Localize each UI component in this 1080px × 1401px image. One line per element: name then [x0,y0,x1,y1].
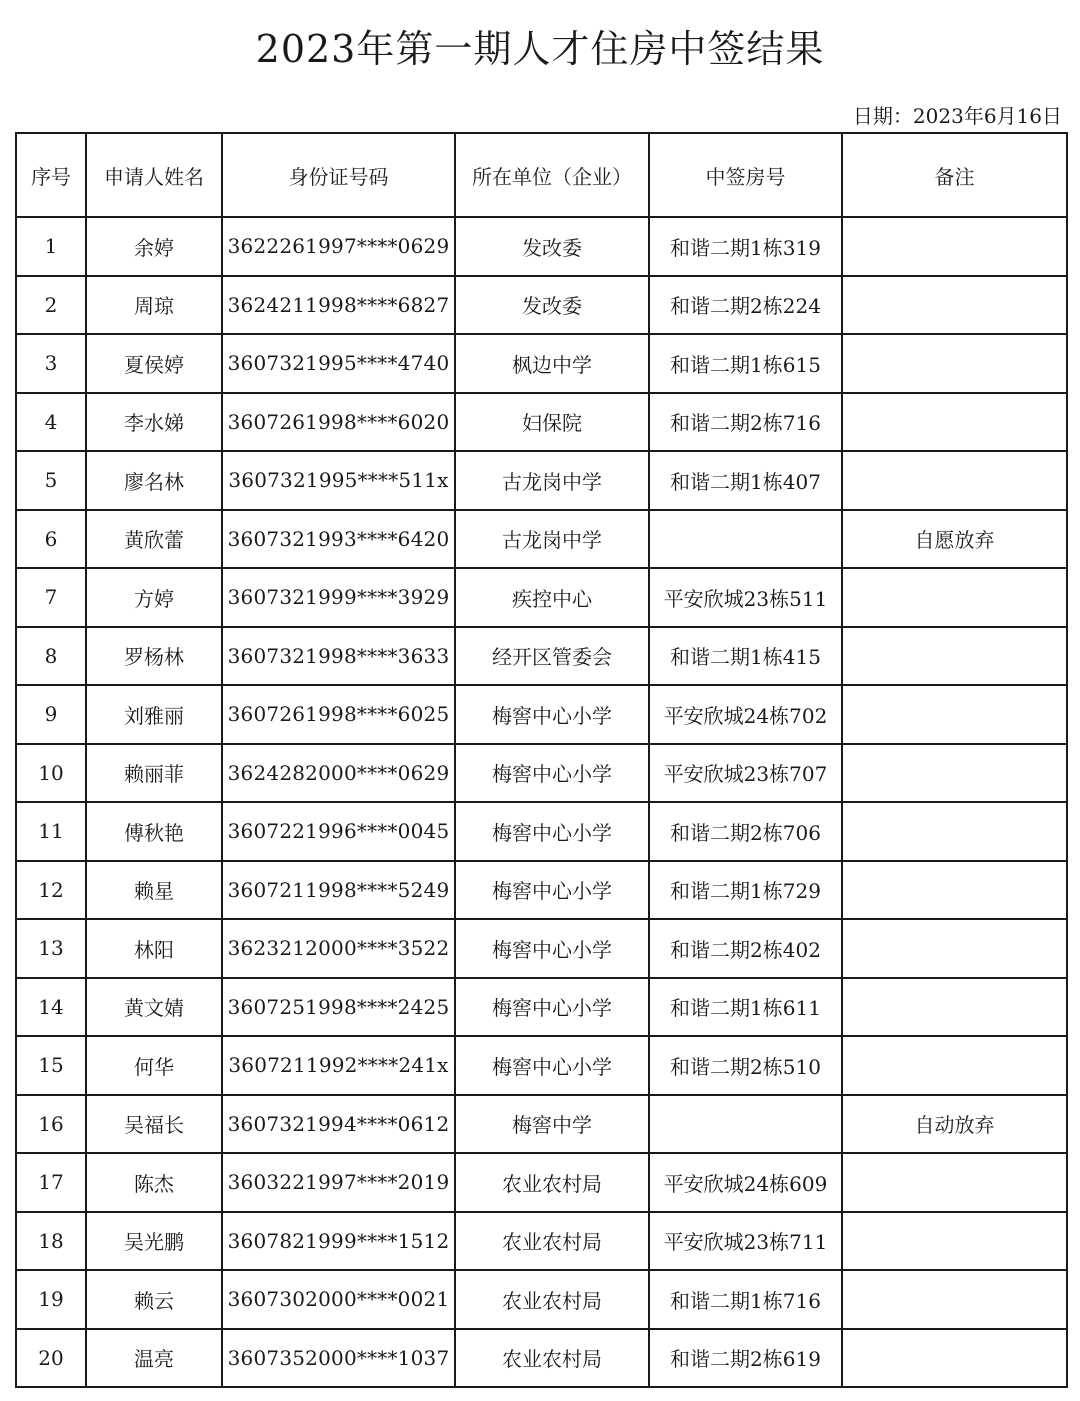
table-row [16,276,1067,335]
cell-employer: 古龙岗中学 [455,451,649,510]
table-row [16,1153,1067,1212]
header-id-number: 身份证号码 [222,133,455,217]
table-row [16,451,1067,510]
table-row [16,685,1067,744]
cell-room: 和谐二期1栋407 [649,451,842,510]
cell-remark [842,276,1067,335]
cell-name: 陈杰 [86,1153,222,1212]
cell-index: 19 [16,1270,86,1329]
cell-index: 8 [16,627,86,686]
cell-id-number: 3607352000****1037 [222,1329,455,1388]
table-row [16,510,1067,569]
cell-id-number: 3607221996****0045 [222,802,455,861]
cell-room: 和谐二期1栋729 [649,861,842,920]
cell-employer: 梅窖中学 [455,1095,649,1154]
cell-name: 刘雅丽 [86,685,222,744]
cell-remark [842,978,1067,1037]
cell-id-number: 3624211998****6827 [222,276,455,335]
cell-employer: 农业农村局 [455,1153,649,1212]
cell-name: 李水娣 [86,393,222,452]
cell-remark: 自动放弃 [842,1095,1067,1154]
cell-id-number: 3607321995****4740 [222,334,455,393]
cell-employer: 梅窖中心小学 [455,978,649,1037]
cell-room: 和谐二期2栋716 [649,393,842,452]
cell-name: 黄欣蕾 [86,510,222,569]
cell-name: 温亮 [86,1329,222,1388]
cell-id-number: 3603221997****2019 [222,1153,455,1212]
cell-index: 9 [16,685,86,744]
cell-name: 赖丽菲 [86,744,222,803]
cell-id-number: 3607211992****241x [222,1036,455,1095]
cell-name: 吴福长 [86,1095,222,1154]
cell-remark [842,1153,1067,1212]
table-row [16,1329,1067,1388]
table-row [16,1036,1067,1095]
cell-room: 和谐二期2栋706 [649,802,842,861]
table-row [16,802,1067,861]
cell-id-number: 3607321999****3929 [222,568,455,627]
cell-index: 16 [16,1095,86,1154]
cell-room: 和谐二期2栋619 [649,1329,842,1388]
cell-room: 和谐二期2栋224 [649,276,842,335]
cell-employer: 梅窖中心小学 [455,861,649,920]
cell-remark [842,919,1067,978]
cell-id-number: 3607302000****0021 [222,1270,455,1329]
cell-index: 13 [16,919,86,978]
table-row [16,627,1067,686]
cell-employer: 经开区管委会 [455,627,649,686]
cell-employer: 梅窖中心小学 [455,802,649,861]
page-title: 2023年第一期人才住房中签结果 [255,27,825,71]
cell-index: 17 [16,1153,86,1212]
cell-employer: 枫边中学 [455,334,649,393]
cell-employer: 梅窖中心小学 [455,744,649,803]
cell-remark [842,1036,1067,1095]
cell-room: 平安欣城24栋702 [649,685,842,744]
table-row [16,919,1067,978]
cell-remark [842,744,1067,803]
cell-employer: 古龙岗中学 [455,510,649,569]
date-label: 日期：2023年6月16日 [852,104,1062,128]
cell-name: 黄文婧 [86,978,222,1037]
cell-id-number: 3607251998****2425 [222,978,455,1037]
cell-remark [842,802,1067,861]
cell-index: 12 [16,861,86,920]
cell-room: 和谐二期1栋716 [649,1270,842,1329]
cell-room: 和谐二期1栋611 [649,978,842,1037]
cell-room: 和谐二期2栋402 [649,919,842,978]
cell-remark [842,334,1067,393]
cell-index: 20 [16,1329,86,1388]
cell-room: 和谐二期2栋510 [649,1036,842,1095]
cell-index: 6 [16,510,86,569]
cell-name: 何华 [86,1036,222,1095]
cell-index: 2 [16,276,86,335]
cell-name: 傅秋艳 [86,802,222,861]
cell-index: 18 [16,1212,86,1271]
cell-employer: 农业农村局 [455,1329,649,1388]
cell-name: 赖星 [86,861,222,920]
table-row [16,861,1067,920]
cell-room: 平安欣城23栋511 [649,568,842,627]
cell-id-number: 3607321993****6420 [222,510,455,569]
table-row [16,1212,1067,1271]
cell-name: 廖名林 [86,451,222,510]
cell-employer: 发改委 [455,276,649,335]
cell-name: 周琼 [86,276,222,335]
cell-remark [842,217,1067,276]
cell-index: 11 [16,802,86,861]
cell-remark [842,451,1067,510]
cell-name: 方婷 [86,568,222,627]
cell-id-number: 3607261998****6025 [222,685,455,744]
cell-id-number: 3607321995****511x [222,451,455,510]
cell-room: 平安欣城23栋707 [649,744,842,803]
cell-employer: 发改委 [455,217,649,276]
cell-id-number: 3607321994****0612 [222,1095,455,1154]
cell-name: 余婷 [86,217,222,276]
cell-name: 林阳 [86,919,222,978]
table-header-row [16,133,1067,217]
cell-remark: 自愿放弃 [842,510,1067,569]
cell-name: 夏侯婷 [86,334,222,393]
table-row [16,393,1067,452]
cell-employer: 农业农村局 [455,1212,649,1271]
cell-room: 平安欣城23栋711 [649,1212,842,1271]
table-row [16,568,1067,627]
cell-id-number: 3607821999****1512 [222,1212,455,1271]
cell-employer: 梅窖中心小学 [455,919,649,978]
cell-room: 平安欣城24栋609 [649,1153,842,1212]
cell-index: 5 [16,451,86,510]
cell-index: 1 [16,217,86,276]
cell-remark [842,685,1067,744]
cell-remark [842,861,1067,920]
cell-index: 10 [16,744,86,803]
table-row [16,334,1067,393]
cell-name: 罗杨林 [86,627,222,686]
cell-employer: 梅窖中心小学 [455,685,649,744]
table-row [16,1095,1067,1154]
cell-room: 和谐二期1栋615 [649,334,842,393]
cell-index: 4 [16,393,86,452]
header-name: 申请人姓名 [86,133,222,217]
cell-room: 和谐二期1栋415 [649,627,842,686]
cell-index: 14 [16,978,86,1037]
cell-id-number: 3624282000****0629 [222,744,455,803]
cell-room: 和谐二期1栋319 [649,217,842,276]
cell-remark [842,1212,1067,1271]
cell-remark [842,627,1067,686]
header-remark: 备注 [842,133,1067,217]
cell-employer: 农业农村局 [455,1270,649,1329]
cell-id-number: 3607321998****3633 [222,627,455,686]
cell-remark [842,1270,1067,1329]
cell-employer: 疾控中心 [455,568,649,627]
cell-room [649,1095,842,1154]
cell-id-number: 3607211998****5249 [222,861,455,920]
cell-id-number: 3607261998****6020 [222,393,455,452]
cell-index: 15 [16,1036,86,1095]
cell-room [649,510,842,569]
header-index: 序号 [16,133,86,217]
cell-name: 吴光鹏 [86,1212,222,1271]
header-employer: 所在单位（企业） [455,133,649,217]
table-row [16,217,1067,276]
table-row [16,1270,1067,1329]
cell-name: 赖云 [86,1270,222,1329]
cell-id-number: 3623212000****3522 [222,919,455,978]
cell-remark [842,568,1067,627]
result-table [15,132,1068,1388]
cell-employer: 妇保院 [455,393,649,452]
cell-index: 7 [16,568,86,627]
table-row [16,744,1067,803]
cell-employer: 梅窖中心小学 [455,1036,649,1095]
cell-remark [842,1329,1067,1388]
cell-id-number: 3622261997****0629 [222,217,455,276]
cell-index: 3 [16,334,86,393]
cell-remark [842,393,1067,452]
table-row [16,978,1067,1037]
header-room: 中签房号 [649,133,842,217]
